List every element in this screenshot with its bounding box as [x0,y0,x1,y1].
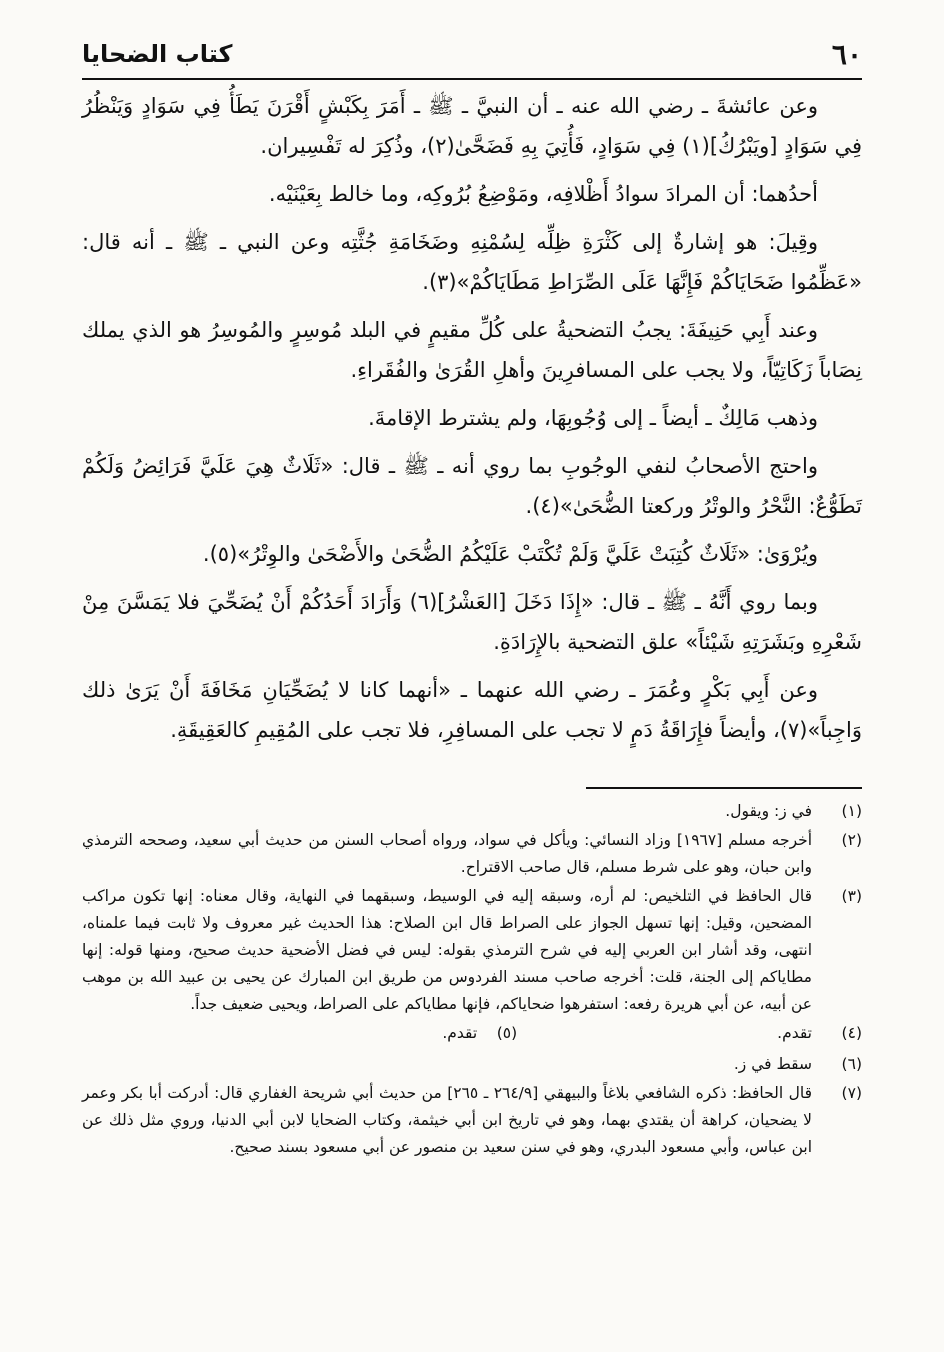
header-rule [82,78,862,80]
footnote-number: (١) [841,802,862,820]
footnote-number: (٦) [841,1055,862,1073]
paragraph: وعند أَبِي حَنِيفَةَ: يجبُ التضحيةُ على كُلِّ مقيمٍ في البلد مُوسِرٍ والمُوسِرُ هو الذي يملك نِصَاباً زَكَاتِيّاً، ولا يجب على المسافرِينَ وأهلِ القُرَىٰ والفُقَراءِ. [82,318,862,382]
footnote-pair [82,1020,862,1047]
footnote-text: أخرجه مسلم [١٩٦٧] وزاد النسائي: ويأكل في سواد، ورواه أصحاب السنن من حديث أبي سعيد، وصححه الترمذي وابن حبان، وهو على شرط مسلم، قال صاحب الاقتراح. [82,831,813,876]
footnote-text: تقدم. [777,1024,812,1042]
paragraph: واحتج الأصحابُ لنفي الوجُوبِ بما روي أنه ـ ﷺ ـ قال: «ثَلَاثٌ هِيَ عَلَيَّ فَرَائِضُ وَلَكُمْ تَطَوُّعٌ: النَّحْرُ والوتْرُ وركعتا الضُّحَىٰ»(٤). [82,454,862,518]
paragraph: وبما روي أَنَّهُ ـ ﷺ ـ قال: «إِذَا دَخَلَ [العَشْرُ](٦) وَأَرَادَ أَحَدُكُمْ أَنْ يُضَحِّيَ فلا يَمَسَّنَ مِنْ شَعْرِهِ وبَشَرَتِهِ شَيْئاً» علق التضحية بالإِرَادَةِ. [82,590,862,654]
main-text [82,86,862,758]
paragraph: ويُرْوَىٰ: «ثَلَاثٌ كُتِبَتْ عَلَيَّ وَلَمْ تُكْتَبْ عَلَيْكُمُ الضُّحَىٰ والأَضْحَىٰ والوِتْرُ»(٥). [202,542,818,566]
footnote [82,1051,862,1078]
paragraph: وعن أَبِي بَكْرٍ وعُمَرَ ـ رضي الله عنهما ـ «أنهما كانا لا يُضَحِّيَانِ مَخَافَةَ أَنْ يَرَىٰ ذلك وَاجِباً»(٧)، وأيضاً فإِرَاقَةُ دَمٍ لا تجب على المسافِرِ، فلا تجب على المُقِيمِ كالعَقِيقَةِ. [82,678,862,742]
footnote-text: في ز: ويقول. [725,802,812,820]
footnote-number: (٧) [841,1084,862,1102]
footnote [82,798,862,825]
footnote-text: قال الحافظ في التلخيص: لم أره، وسبقه إليه في الوسيط، وسبقهما في النهاية، وقال معناه: إنها تكون مراكب المضحين، وقيل: إنها تسهل الجواز على الصراط قال ابن الصلاح: هذا الحديث غير معروف ولا ثابت فيما علمناه، انتهى، وقد أشار ابن العربي إليه في شرح الترمذي بقوله: ليس في فضل الأضحية حديث صحيح، ومنها قوله: إنها مطاياكم إلى الجنة، قلت: أخرجه صاحب مسند الفردوس من طريق ابن المبارك عن يحيى بن عبيد الله بن موهب عن أبيه، عن أبي هريرة رفعه: استفرهوا ضحاياكم، فإنها مطاياكم على الصراط، ويحيى ضعيف جداً. [82,887,812,1013]
footnote [82,827,862,881]
paragraph: وذهب مَالِكٌ ـ أيضاً ـ إلى وُجُوبِهَا، ولم يشترط الإقامةَ. [368,406,818,430]
footnote-text: تقدم. [442,1024,478,1042]
footnotes [82,798,862,1163]
footnote-number: (٣) [841,887,862,905]
footnote [82,1080,862,1161]
paragraph: وعن عائشةَ ـ رضي الله عنه ـ أن النبيَّ ـ ﷺ ـ أَمَرَ بِكَبْشٍ أَقْرَنَ يَطَأُ فِي سَوَادٍ وَيَنْظُرُ فِي سَوَادٍ [ويَبْرُكُ](١) فِي سَوَادٍ، فَأُتِيَ بِهِ فَضَحَّىٰ(٢)، وذُكِرَ له تَفْسِيران. [82,94,862,158]
footnote-number: (٢) [841,831,862,849]
footnote-separator [586,787,862,789]
book-title: كتاب الضحايا [82,40,233,68]
footnote [82,883,862,1018]
page-number: ٦٠ [831,37,862,71]
footnote-text: سقط في ز. [733,1055,812,1073]
footnote-number: (٥) [496,1024,518,1042]
paragraph: وقِيلَ: هو إشارةٌ إلى كَثْرَةِ ظِلِّه لِسُمْنِهِ وضَخَامَةِ جُثَّتِه وعن النبي ـ ﷺ ـ أنه قال: «عَظِّمُوا ضَحَايَاكُمْ فَإِنَّهَا عَلَى الصِّرَاطِ مَطَايَاكُمْ»(٣). [82,230,862,294]
footnote-number: (٤) [841,1024,862,1042]
paragraph: أحدُهما: أن المرادَ سوادُ أَظْلافِه، ومَوْضِعُ بُرُوكِه، وما خالط بِعَيْنَيْه. [268,182,818,206]
page-header [82,34,862,74]
footnote-text: قال الحافظ: ذكره الشافعي بلاغاً والبيهقي [٢٦٤/٩ ـ ٢٦٥] من حديث أبي شريحة الغفاري قال: أدركت أبا بكر وعمر لا يضحيان، كراهة أن يقتدي بهما، وهو في تاريخ ابن أبي خيثمة، وكتاب الضحايا لابن أبي الدنيا، وروي مثل ذلك عن ابن عباس، وأبي مسعود البدري، وهو في سنن سعيد بن منصور عن أبي مسعود بسند صحيح. [82,1084,812,1156]
